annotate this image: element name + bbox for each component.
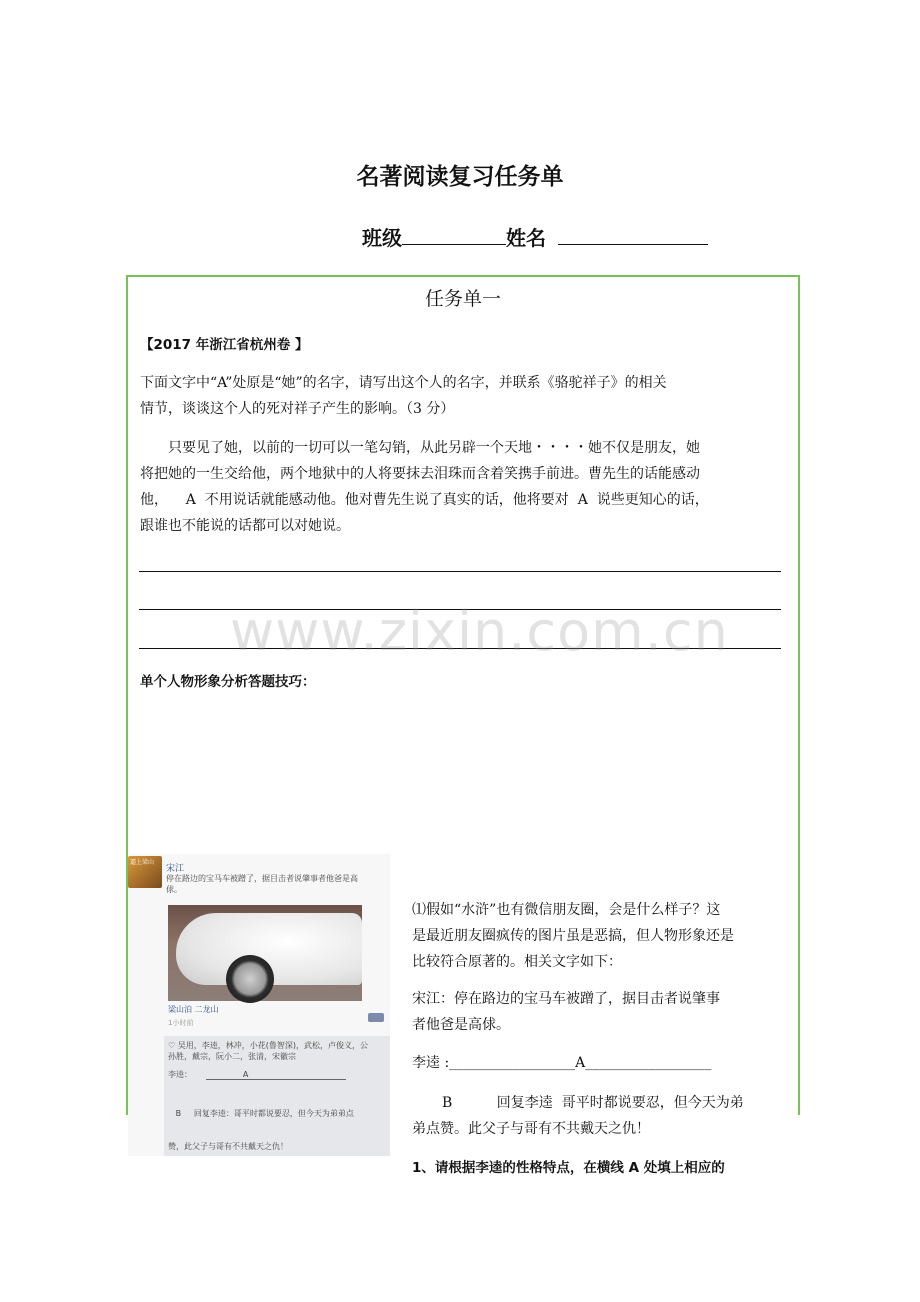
- watermark: www.zixin.com.cn: [230, 600, 729, 663]
- car-photo: [168, 905, 362, 1001]
- reply-text: [412, 1090, 787, 1142]
- page-title: 名著阅读复习任务单: [356, 164, 564, 190]
- passage-text: [140, 435, 788, 539]
- car-body: [176, 913, 362, 985]
- likes-line: ♡ 吴用，李逵，林冲，小花(鲁智深)，武松，卢俊义，公: [168, 1041, 368, 1050]
- question-1: 1、请根据李逵的性格特点，在横线 A 处填上相应的: [412, 1160, 725, 1176]
- question-line: 下面文字中“A”处原是“她”的名字，请写出这个人的名字，并联系《骆驼祥子》的相关: [140, 375, 667, 391]
- question-line: 情节，谈谈这个人的死对祥子产生的影响。（3 分）: [140, 401, 455, 417]
- passage-line: 只要见了她，以前的一切可以一笔勾销，从此另辟一个天地・・・・她不仅是朋友，她: [168, 440, 700, 456]
- comment-blank: [206, 1079, 346, 1080]
- post-location: 梁山泊 二龙山: [168, 1005, 219, 1014]
- post-likes: [168, 1040, 388, 1062]
- passage-line: 他， A 不用说话就能感动他。他对曹先生说了真实的话，他将要对 A 说些更知心的话，: [140, 492, 709, 508]
- songjiang-line: 宋江：停在路边的宝马车被蹭了，据目击者说肇事: [412, 991, 720, 1007]
- likes-line: 孙胜，戴宗，阮小二，张清，宋徽宗: [168, 1052, 296, 1061]
- post-text: [166, 873, 386, 895]
- post-comment: 李逵： A: [168, 1070, 249, 1079]
- avatar-text: 逼上梁山: [130, 859, 155, 866]
- class-blank[interactable]: [402, 240, 506, 245]
- exam-source: 【2017 年浙江省杭州卷 】: [140, 337, 309, 353]
- likui-answer-line[interactable]: 李逵 :__________________A__________________: [412, 1055, 712, 1071]
- answer-line[interactable]: [139, 571, 781, 572]
- reply-text-line: B 回复李逵 哥平时都说要忍，但今天为弟: [442, 1095, 744, 1111]
- intro-line: ⑴假如“水浒”也有微信朋友圈，会是什么样子？这: [412, 902, 721, 918]
- intro-line: 是最近朋友圈疯传的图片虽是恶搞，但人物形象还是: [412, 928, 734, 944]
- songjiang-text: [412, 986, 787, 1038]
- question-text: [140, 370, 788, 422]
- post-text-line: 俅。: [166, 885, 182, 894]
- reply-line: 赞，此父子与哥有不共戴天之仇！: [168, 1142, 288, 1151]
- passage-line: 跟谁也不能说的话都可以对她说。: [140, 518, 350, 534]
- intro-text: [412, 897, 787, 975]
- post-reply: [168, 1086, 388, 1163]
- name-label: 姓名: [506, 226, 546, 250]
- tips-heading: 单个人物形象分析答题技巧：: [140, 674, 316, 690]
- name-blank[interactable]: [558, 240, 708, 245]
- passage-line: 将把她的一生交给他，两个地狱中的人将要抹去泪珠而含着笑携手前进。曹先生的话能感动: [140, 466, 700, 482]
- reply-text-line: 弟点赞。此父子与哥有不共戴天之仇！: [412, 1121, 650, 1137]
- class-name-row: [362, 222, 708, 251]
- task-title: 任务单一: [424, 288, 501, 310]
- class-label: 班级: [362, 226, 402, 250]
- intro-line: 比较符合原著的。相关文字如下：: [412, 954, 622, 970]
- post-text-line: 停在路边的宝马车被蹭了，据目击者说肇事者他爸是高: [166, 874, 358, 883]
- car-wheel: [226, 955, 274, 1003]
- post-nickname: 宋江: [166, 864, 185, 874]
- post-time: 1小时前: [168, 1019, 194, 1027]
- avatar: [128, 856, 162, 888]
- reply-line: B 回复李逵：哥平时都说要忍，但今天为弟弟点: [168, 1109, 354, 1118]
- songjiang-line: 者他爸是高俅。: [412, 1017, 510, 1033]
- comment-icon[interactable]: [368, 1013, 384, 1022]
